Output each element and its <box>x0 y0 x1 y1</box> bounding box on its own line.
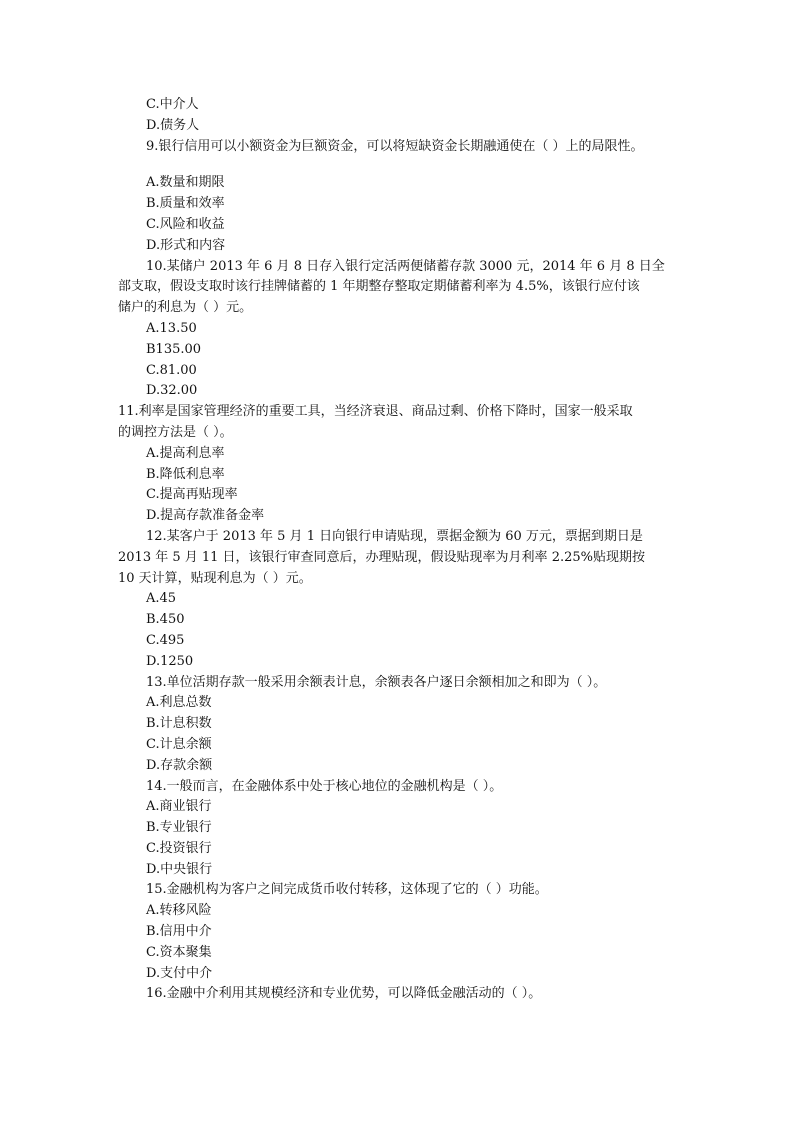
option-b: B.信用中介 <box>146 924 212 940</box>
question-10-text: 部支取，假设支取时该行挂牌储蓄的 1 年期整存整取定期储蓄利率为 4.5%，该银行应付该 <box>118 279 640 295</box>
option-b: B.计息积数 <box>146 716 212 732</box>
question-11-text: 的调控方法是（ ）。 <box>118 424 233 440</box>
option-c: C.提高再贴现率 <box>146 487 238 503</box>
option-a: A.13.50 <box>146 320 197 336</box>
option-b: B.降低利息率 <box>146 466 225 482</box>
question-12-text: 12.某客户于 2013 年 5 月 1 日向银行申请贴现，票据金额为 60 万元，票据到期日是 <box>146 528 643 544</box>
document-body <box>118 95 683 1005</box>
option-a: A.利息总数 <box>146 695 212 711</box>
option-a: A.提高利息率 <box>146 445 225 461</box>
option-d: D.形式和内容 <box>146 237 226 253</box>
option-b: B.专业银行 <box>146 820 212 836</box>
option-b: B135.00 <box>146 341 202 357</box>
option-c: C.495 <box>146 632 185 648</box>
question-14-text: 14.一般而言，在金融体系中处于核心地位的金融机构是（ ）。 <box>146 778 503 794</box>
question-15-text: 15.金融机构为客户之间完成货币收付转移，这体现了它的（ ）功能。 <box>146 882 548 898</box>
option-a: A.数量和期限 <box>146 175 225 191</box>
option-d: D.中央银行 <box>146 861 213 877</box>
question-13-text: 13.单位活期存款一般采用余额表计息，余额表各户逐日余额相加之和即为（ ）。 <box>146 674 607 690</box>
option-c: C.风险和收益 <box>146 216 225 232</box>
blank-spacer <box>118 157 683 173</box>
question-12-text: 10 天计算，贴现利息为（ ）元。 <box>118 570 312 586</box>
question-11-text: 11.利率是国家管理经济的重要工具，当经济衰退、商品过剩、价格下降时，国家一般采取 <box>118 404 633 420</box>
option-d: D.32.00 <box>146 383 198 399</box>
option-d: D.提高存款准备金率 <box>146 508 265 524</box>
option-b: B.450 <box>146 612 185 628</box>
option-c: C.中介人 <box>146 97 199 112</box>
question-9-text: 9.银行信用可以小额资金为巨额资金，可以将短缺资金长期融通使在（ ）上的局限性。 <box>146 138 644 154</box>
option-d: D.1250 <box>146 653 194 669</box>
option-d: D.存款余额 <box>146 757 213 773</box>
option-c: C.计息余额 <box>146 736 212 752</box>
option-d: D.债务人 <box>146 117 200 133</box>
option-a: A.商业银行 <box>146 799 212 815</box>
question-16-text: 16.金融中介利用其规模经济和专业优势，可以降低金融活动的（ ）。 <box>146 986 542 1002</box>
option-c: C.投资银行 <box>146 840 212 856</box>
option-d: D.支付中介 <box>146 965 213 981</box>
option-a: A.45 <box>146 591 177 607</box>
question-10-text: 储户的利息为（ ）元。 <box>118 300 253 316</box>
option-c: C.81.00 <box>146 362 197 378</box>
question-10-text: 10.某储户 2013 年 6 月 8 日存入银行定活两便储蓄存款 3000 元，2014 年 6 月 8 日全 <box>146 258 665 274</box>
option-b: B.质量和效率 <box>146 196 225 212</box>
option-c: C.资本聚集 <box>146 944 212 960</box>
question-12-text: 2013 年 5 月 11 日，该银行审查同意后，办理贴现，假设贴现率为月利率 2.25%贴现期按 <box>118 549 645 565</box>
option-a: A.转移风险 <box>146 903 212 919</box>
